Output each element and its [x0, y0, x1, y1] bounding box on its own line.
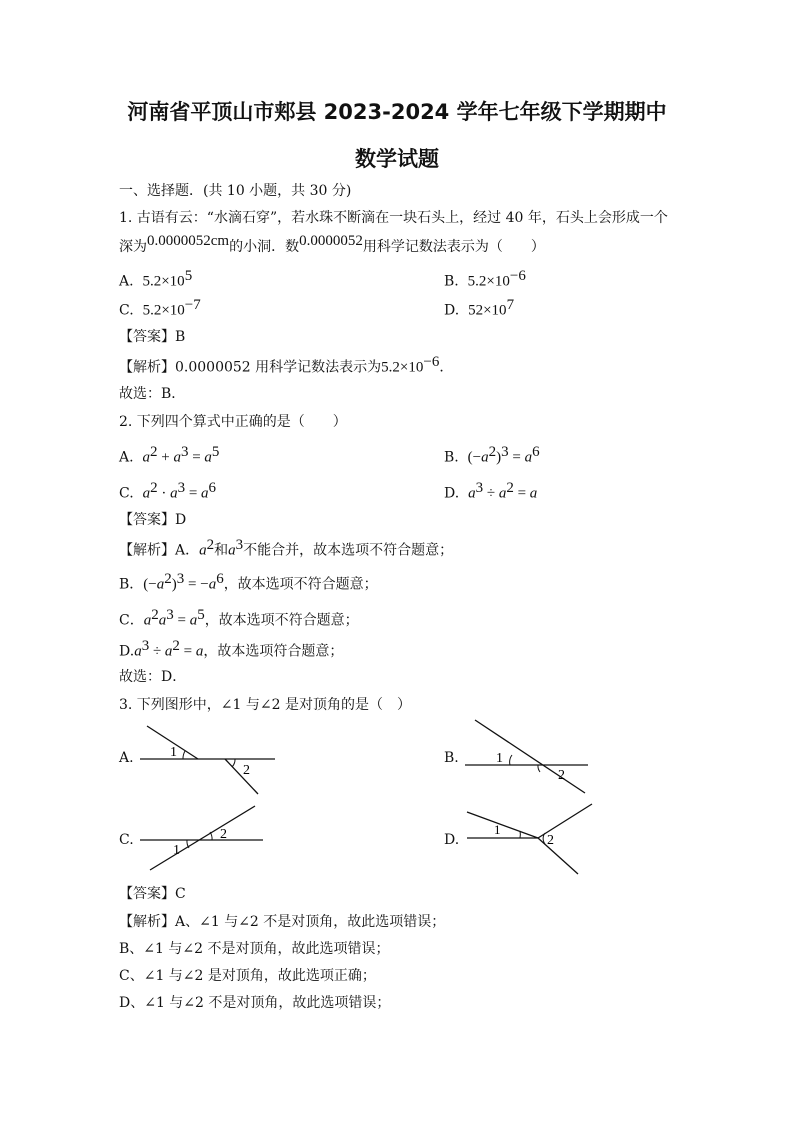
page-title: 河南省平顶山市郏县 2023-2024 学年七年级下学期期中 — [127, 100, 667, 124]
q2-option-b: B. $(-a^2)^3 = a^6$ — [444, 444, 540, 466]
q3-figure-d — [462, 800, 602, 878]
page-subtitle: 数学试题 — [355, 147, 439, 171]
q2-option-c: C. $a^2 \cdot a^3 = a^6$ — [119, 480, 217, 502]
q3-figure-c — [135, 800, 275, 875]
q1-answer: 【答案】B — [119, 329, 186, 345]
q2-analysis-b: B．$(-a^2)^3 = -a^6$，故本选项不符合题意； — [119, 571, 378, 593]
q1-option-d: D. $52\times 10^7$ — [444, 297, 515, 319]
q1-stem-line2: 深为0.0000052cm的小洞．数0.0000052用科学记数法表示为（ ） — [119, 233, 545, 255]
q1-option-c: C. $5.2\times 10^{-7}$ — [119, 297, 201, 319]
q1-measure: 0.0000052cm — [147, 233, 230, 249]
section-heading: 一、选择题．(共 10 小题，共 30 分) — [119, 183, 352, 199]
q1-stem-line1: 1. 古语有云：“水滴石穿”，若水珠不断滴在一块石头上，经过 40 年，石头上会形成一个 — [119, 210, 668, 226]
svg-text:1: 1 — [494, 822, 501, 837]
q3-figure-d-label: D. — [444, 832, 460, 848]
svg-text:2: 2 — [558, 768, 565, 783]
q3-analysis-d: D、∠1 与∠2 不是对顶角，故此选项错误； — [119, 995, 391, 1011]
q3-figure-a-label: A. — [119, 750, 134, 766]
q3-analysis-a: 【解析】A、∠1 与∠2 不是对顶角，故此选项错误； — [119, 914, 446, 930]
q2-analysis-a: 【解析】A．$a^2$和$a^3$不能合并，故本选项不符合题意； — [119, 537, 454, 559]
q2-option-d: D. $a^3 \div a^2 = a$ — [444, 480, 538, 502]
q3-stem: 3. 下列图形中，∠1 与∠2 是对顶角的是（ ） — [119, 697, 411, 713]
svg-text:1: 1 — [496, 751, 503, 766]
q3-analysis-c: C、∠1 与∠2 是对顶角，故此选项正确； — [119, 968, 376, 984]
q3-figure-c-label: C. — [119, 832, 134, 848]
q1-number: 0.0000052 — [299, 233, 363, 249]
svg-text:2: 2 — [243, 763, 250, 778]
q2-analysis-d: $D.a^3 \div a^2 = a$，故本选项符合题意； — [119, 638, 344, 660]
q3-answer: 【答案】C — [119, 886, 186, 902]
svg-text:1: 1 — [173, 843, 180, 858]
q2-stem: 2. 下列四个算式中正确的是（ ） — [119, 414, 347, 430]
q2-conclusion: 故选：D． — [119, 669, 187, 685]
q1-conclusion: 故选：B． — [119, 386, 186, 402]
q2-answer: 【答案】D — [119, 512, 187, 528]
q1-option-b: B. $5.2\times 10^{-6}$ — [444, 268, 526, 290]
q3-figure-a — [135, 718, 285, 798]
q1-analysis: 【解析】0.0000052 用科学记数法表示为$5.2\times 10^{-6}$． — [119, 354, 454, 376]
q3-figure-b — [460, 715, 600, 800]
svg-text:1: 1 — [170, 745, 177, 760]
q2-option-a: A. $a^2 + a^3 = a^5$ — [119, 444, 220, 466]
svg-text:2: 2 — [220, 827, 227, 842]
q1-option-a: A. $5.2\times 10^5$ — [119, 268, 193, 290]
q3-figure-b-label: B. — [444, 750, 459, 766]
q2-analysis-c: C．$a^2a^3 = a^5$，故本选项不符合题意； — [119, 607, 359, 629]
svg-text:2: 2 — [547, 833, 554, 848]
q3-analysis-b: B、∠1 与∠2 不是对顶角，故此选项错误； — [119, 941, 390, 957]
